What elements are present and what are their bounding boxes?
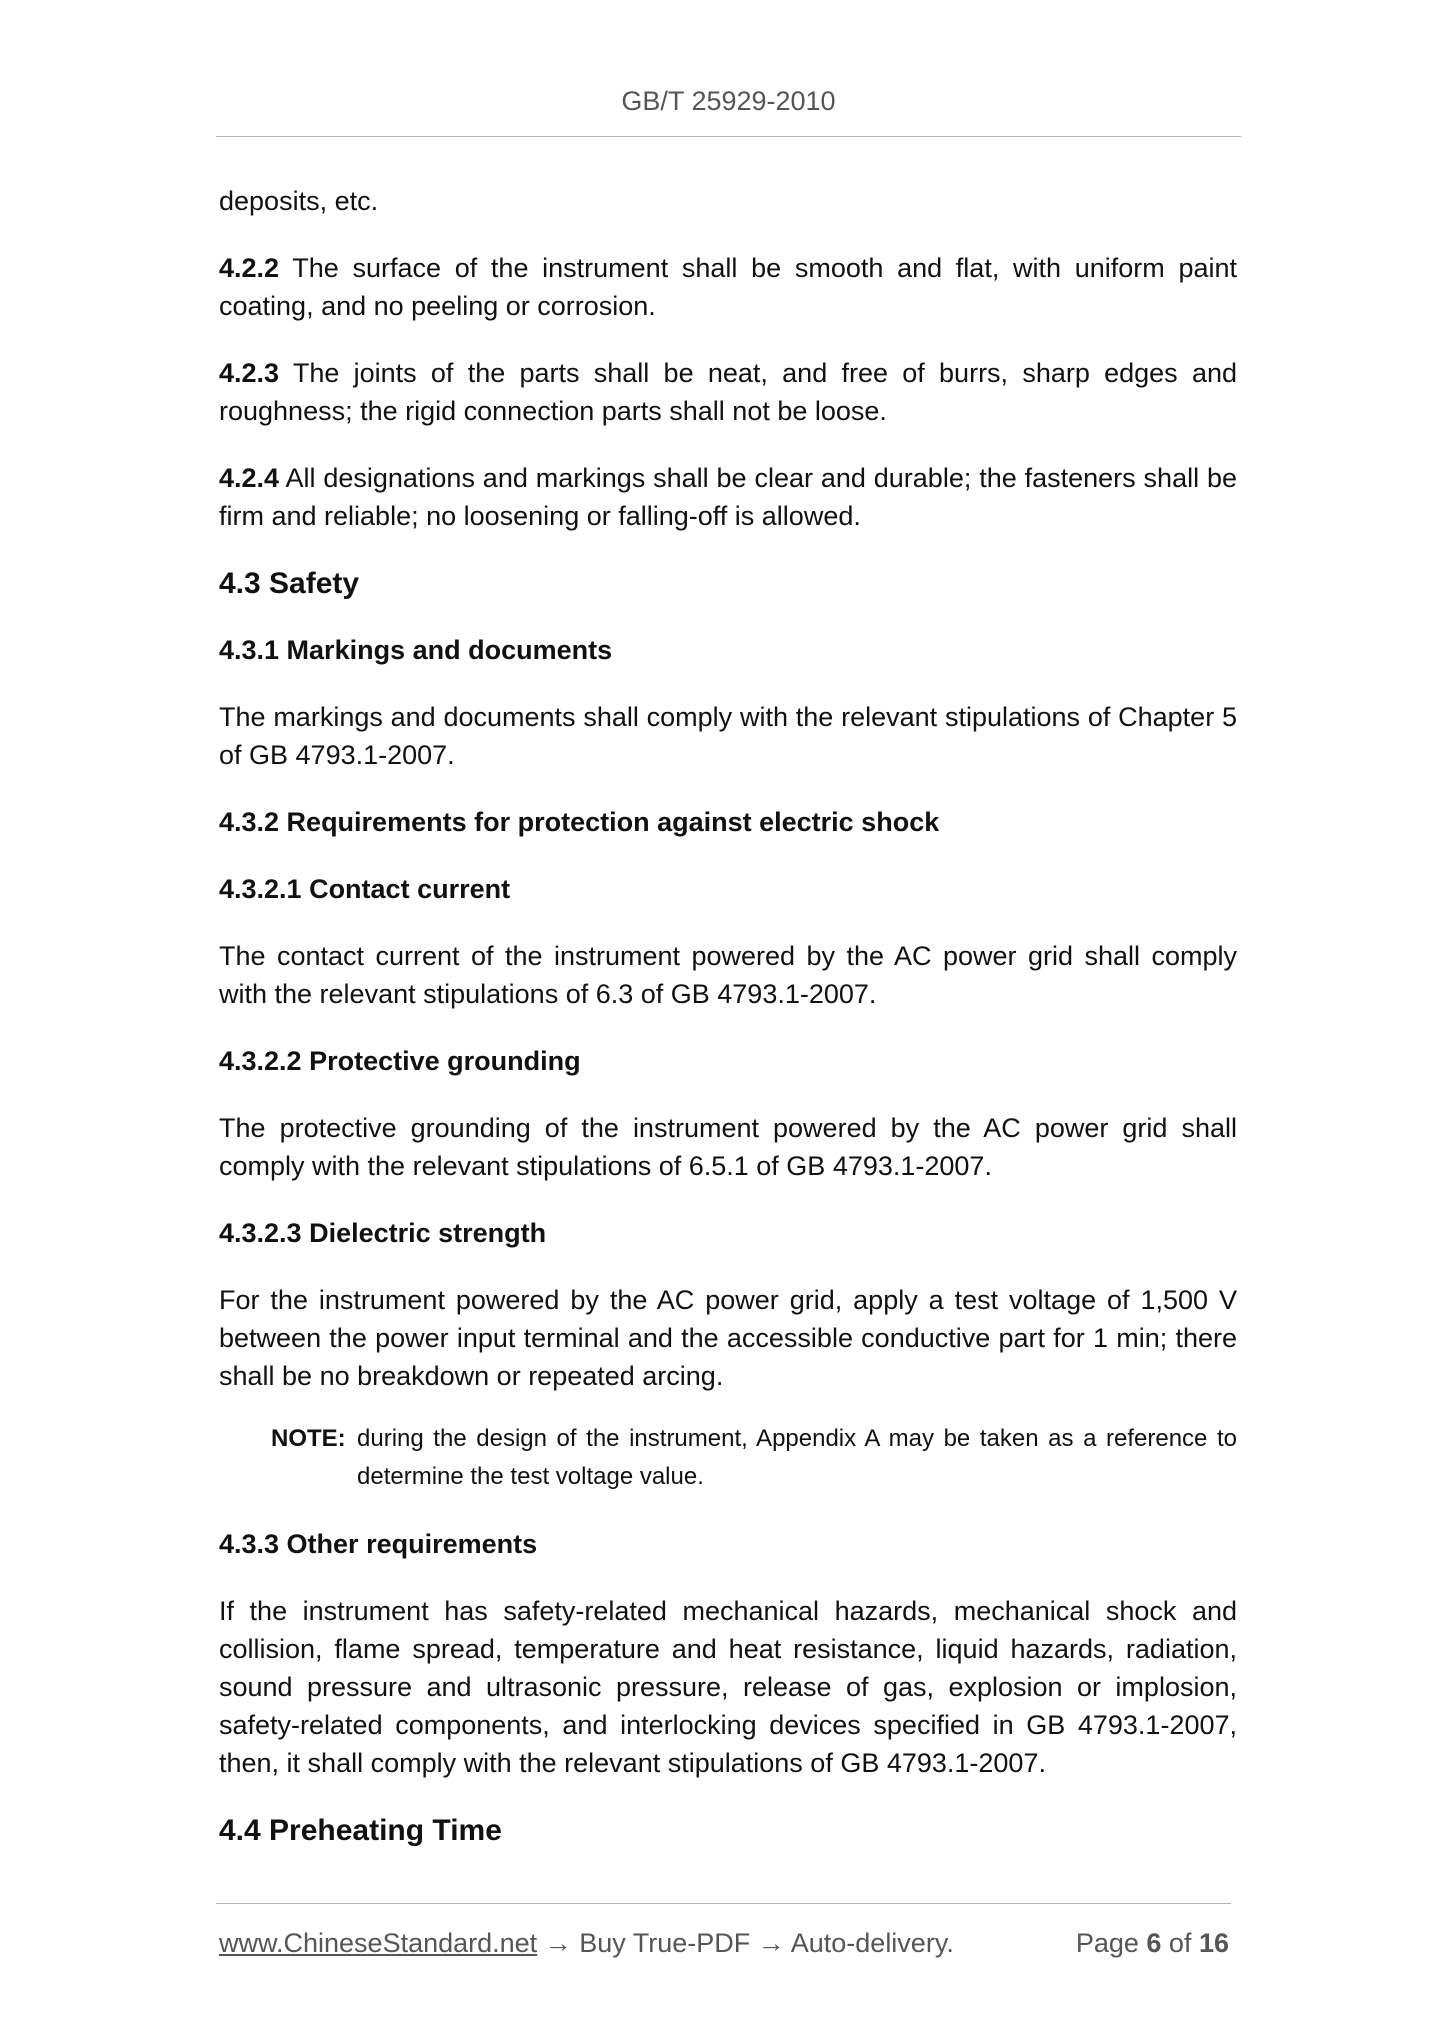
paragraph-4-3-3: If the instrument has safety-related mechanical hazards, mechanical shock and collision, flame spread, temperature and heat resistance, liquid hazards, radiation, sound pressure and ultrasonic pressure, release of gas, explosion or implosion, safety-related components, and interlocking devices specified in GB 4793.1-2007, then, it shall comply with the relevant stipulations of GB 4793.1-2007. <box>219 1596 1237 1778</box>
page-header: GB/T 25929-2010 <box>621 86 836 116</box>
subsection-heading-4-3-2-2: 4.3.2.2 Protective grounding <box>219 1046 581 1076</box>
paragraph-4-3-2-2: The protective grounding of the instrument powered by the AC power grid shall comply with the relevant stipulations of 6.5.1 of GB 4793.1-2007. <box>219 1113 1237 1181</box>
subsection-heading-4-3-2: 4.3.2 Requirements for protection against electric shock <box>219 807 940 837</box>
clause-number: 4.2.2 <box>219 253 280 283</box>
clause-text: The joints of the parts shall be neat, and free of burrs, sharp edges and roughness; the rigid connection parts shall not be loose. <box>219 358 1237 426</box>
note-block <box>271 1420 1237 1496</box>
subsection-heading-4-3-3: 4.3.3 Other requirements <box>219 1529 538 1559</box>
clause-number: 4.2.4 <box>219 463 280 493</box>
clause-text: All designations and markings shall be clear and durable; the fasteners shall be firm and reliable; no loosening or falling-off is allowed. <box>219 463 1237 531</box>
clause-number: 4.2.3 <box>219 358 280 388</box>
note-label: NOTE: <box>271 1425 346 1452</box>
page-body <box>219 182 1237 1878</box>
subsection-heading-4-3-1: 4.3.1 Markings and documents <box>219 635 613 665</box>
paragraph-4-3-1: The markings and documents shall comply with the relevant stipulations of Chapter 5 of GB 4793.1-2007. <box>219 702 1237 770</box>
page-number: 6 <box>1146 1928 1162 1958</box>
page-indicator <box>1076 1928 1229 1959</box>
clause-4-2-2 <box>219 249 1237 325</box>
footer-promo-text: → Buy True-PDF → Auto-delivery. <box>537 1928 954 1958</box>
paragraph-4-3-2-3: For the instrument powered by the AC power grid, apply a test voltage of 1,500 V between the power input terminal and the accessible conductive part for 1 min; there shall be no breakdown or repeated arcing. <box>219 1285 1237 1391</box>
clause-4-2-3 <box>219 354 1237 430</box>
paragraph-4-3-2-1: The contact current of the instrument powered by the AC power grid shall comply with the relevant stipulations of 6.3 of GB 4793.1-2007. <box>219 941 1237 1009</box>
footer-divider <box>216 1903 1231 1904</box>
section-heading-4-3: 4.3 Safety <box>219 567 360 600</box>
clause-text: The surface of the instrument shall be smooth and flat, with uniform paint coating, and no peeling or corrosion. <box>219 253 1237 321</box>
section-heading-4-4: 4.4 Preheating Time <box>219 1814 502 1847</box>
website-link[interactable]: www.ChineseStandard.net <box>219 1928 538 1958</box>
of-label: of <box>1161 1928 1199 1958</box>
clause-4-2-4 <box>219 459 1237 535</box>
note-text: during the design of the instrument, Appendix A may be taken as a reference to determine the test voltage value. <box>357 1425 1237 1490</box>
page-total: 16 <box>1198 1928 1229 1958</box>
footer-promo <box>219 1928 954 1959</box>
paragraph-continuation: deposits, etc. <box>219 186 379 216</box>
header-divider <box>216 136 1241 137</box>
subsection-heading-4-3-2-1: 4.3.2.1 Contact current <box>219 874 511 904</box>
page-label: Page <box>1075 1928 1147 1958</box>
subsection-heading-4-3-2-3: 4.3.2.3 Dielectric strength <box>219 1218 547 1248</box>
